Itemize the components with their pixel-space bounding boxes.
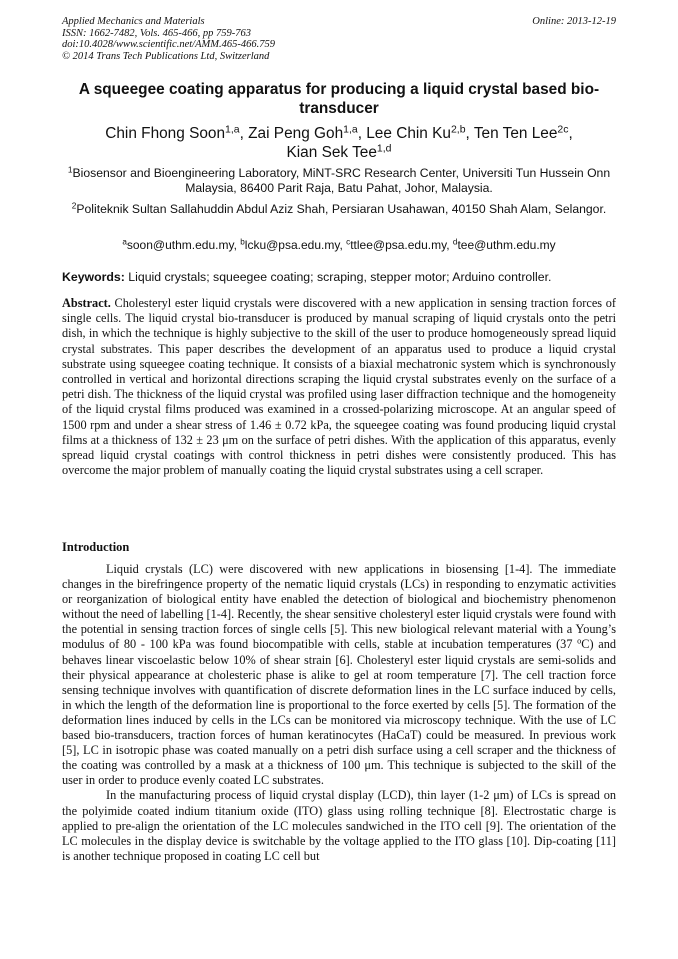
affiliation-1: [62, 166, 616, 196]
email-link[interactable]: tee@uthm.edu.my: [457, 238, 556, 252]
keywords: [62, 270, 616, 285]
author-sup: 1,a: [343, 124, 358, 136]
section-heading-introduction: Introduction: [62, 540, 130, 554]
abstract-label: Abstract.: [62, 296, 111, 310]
email-sup: d: [452, 237, 458, 247]
journal-header: [62, 16, 616, 62]
degree-sup: o: [577, 636, 582, 646]
author-name: Lee Chin Ku: [366, 125, 451, 142]
journal-name: Applied Mechanics and Materials: [62, 16, 205, 27]
journal-copyright: © 2014 Trans Tech Publications Ltd, Switzerland: [62, 50, 270, 62]
author-sup: 2c: [557, 124, 569, 136]
email-sup: a: [122, 237, 127, 247]
email-list: $^a$soon@uthm.edu.my, $^b$lcku@psa.edu.my, $^c$ttlee@psa.edu.my, $^d$tee@uthm.edu.my: [122, 237, 556, 252]
affiliation-text: Politeknik Sultan Sallahuddin Abdul Aziz Shah, Persiaran Usahawan, 40150 Shah Alam, Selangor.: [76, 202, 607, 216]
email-link[interactable]: soon@uthm.edu.my: [126, 238, 234, 252]
email-link[interactable]: lcku@psa.edu.my: [244, 238, 340, 252]
affiliation-2: [62, 202, 616, 217]
paragraph: In the manufacturing process of liquid crystal display (LCD), thin layer (1-2 μm) of LCs is spread on the polyimide coated indium titanium oxide (ITO) glass using rolling technique [8]. Electrostatic charge is applied to pre-align the orientation of the LC molecules sandwiched in the ITO cell [9]. The orientation of the LC molecules in the display device is switchable by the voltage applied to the ITO glass [10]. Dip-coating [11] is another technique proposed in coating LC cell but: [62, 788, 616, 863]
keywords-text: Liquid crystals; squeegee coating; scraping, stepper motor; Arduino controller.: [128, 270, 552, 284]
email-sup: c: [346, 237, 351, 247]
author-name: Chin Fhong Soon: [105, 125, 226, 142]
author-name: Zai Peng Goh: [248, 125, 344, 142]
author-sup: 2,b: [450, 124, 466, 136]
journal-issn: ISSN: 1662-7482, Vols. 465-466, pp 759-763: [62, 27, 251, 39]
paper-title: A squeegee coating apparatus for producing a liquid crystal based bio-transducer: [78, 81, 600, 117]
author-sup: 1,a: [225, 124, 240, 136]
keywords-label: Keywords:: [62, 270, 125, 284]
abstract-text: Cholesteryl ester liquid crystals were discovered with a new application in sensing traction forces of single cells. The liquid crystal bio-transducer is produced by manual scraping of liquid crystals onto the petri dish, in which the technique is highly subjective to the skill of the user to produce homogeneously spread liquid crystal substrates. This paper describes the development of an apparatus used to produce a liquid crystal substrate using squeegee coating technique. It consists of a biaxial mechatronic system which is synchronously controlled in vertical and horizontal directions scraping the liquid crystal substrates evenly on the surface of a petri dish. The thickness of the liquid crystal was profiled using laser diffraction technique and the homogeneity of the liquid crystal films produced was examined in a crossed-polarizing microscope. At an angular speed of 1500 rpm and under a shear stress of 1.46 ± 0.72 kPa, the squeegee coating was found producing liquid crystal films at a thickness of 132 ± 23 μm on the surface of petri dishes. With the application of this apparatus, evenly spread liquid crystal coatings with control thickness in petri dishes were consistently produced. This has overcome the major problem of manually coating the liquid crystal substrates using a cell scraper.: [62, 296, 616, 478]
affiliation-sup: 2: [71, 200, 77, 211]
paragraph: [62, 562, 616, 788]
journal-doi[interactable]: doi:10.4028/www.scientific.net/AMM.465-466.759: [62, 39, 275, 51]
introduction-body: [62, 562, 616, 864]
email-sup: b: [240, 237, 245, 247]
email-link[interactable]: ttlee@psa.edu.my: [350, 238, 447, 252]
online-date: Online: 2013-12-19: [532, 16, 616, 27]
affiliation-sup: 1: [67, 164, 73, 175]
author-sup: 1,d: [376, 143, 392, 155]
author-name: Ten Ten Lee: [473, 125, 558, 142]
affiliation-text: Biosensor and Bioengineering Laboratory, MiNT-SRC Research Center, Universiti Tun Hussein Onn Malaysia, 86400 Parit Raja, Batu Pahat, Johor, Malaysia.: [72, 166, 611, 195]
paragraph-text: C) and behaves linear viscoelastic below 10% of shear strain [6]. Cholesteryl ester liquid crystals are semi-solids and their physical appearance at cholesteric phase is alike to gel at room temperature [7]. The cell traction force sensing technique involves with quantification of discrete deformation lines in the LC surface induced by cells, in which the length of the deformation line is proportional to the force exerted by cells [5]. The formation of the deformation lines induced by cells in the LCs can be monitored via microscopy technique. With the use of LC based bio-transducers, traction forces of human keratinocytes (HaCaT) could be measured. In previous work [5], LC in isotropic phase was coated manually on a petri dish surface using a cell scraper and the thickness of the coating was controlled by a mask at a thickness of 100 μm. This technique is subjected to the skill of the user in order to produce evenly coated LC substrates.: [62, 637, 616, 788]
author-name: Kian Sek Tee: [286, 144, 377, 161]
paragraph-text: Liquid crystals (LC) were discovered with new applications in biosensing [1-4]. The immediate changes in the birefringence property of the nematic liquid crystals (LCs) in responding to enzymatic activities or reorganization of biological entity have enabled the detection of biological and biochemistry phenomenon without the need of labelling [1-4]. Recently, the shear sensitive cholesteryl ester liquid crystals were found with the potential in sensing traction forces of single cells [5]. This new biological relevant material with a Young’s modulus of 80 - 100 kPa was found biocompatible with cells, stable at incubation temperatures (37: [62, 562, 616, 652]
author-list: Chin Fhong Soon$^{1,a}$, Zai Peng Goh$^{1,a}$, Lee Chin Ku$^{2,b}$, Ten Ten Lee$^{2c}$, Kian Sek Tee$^{1,d}$: [105, 124, 573, 161]
abstract: [62, 296, 616, 478]
